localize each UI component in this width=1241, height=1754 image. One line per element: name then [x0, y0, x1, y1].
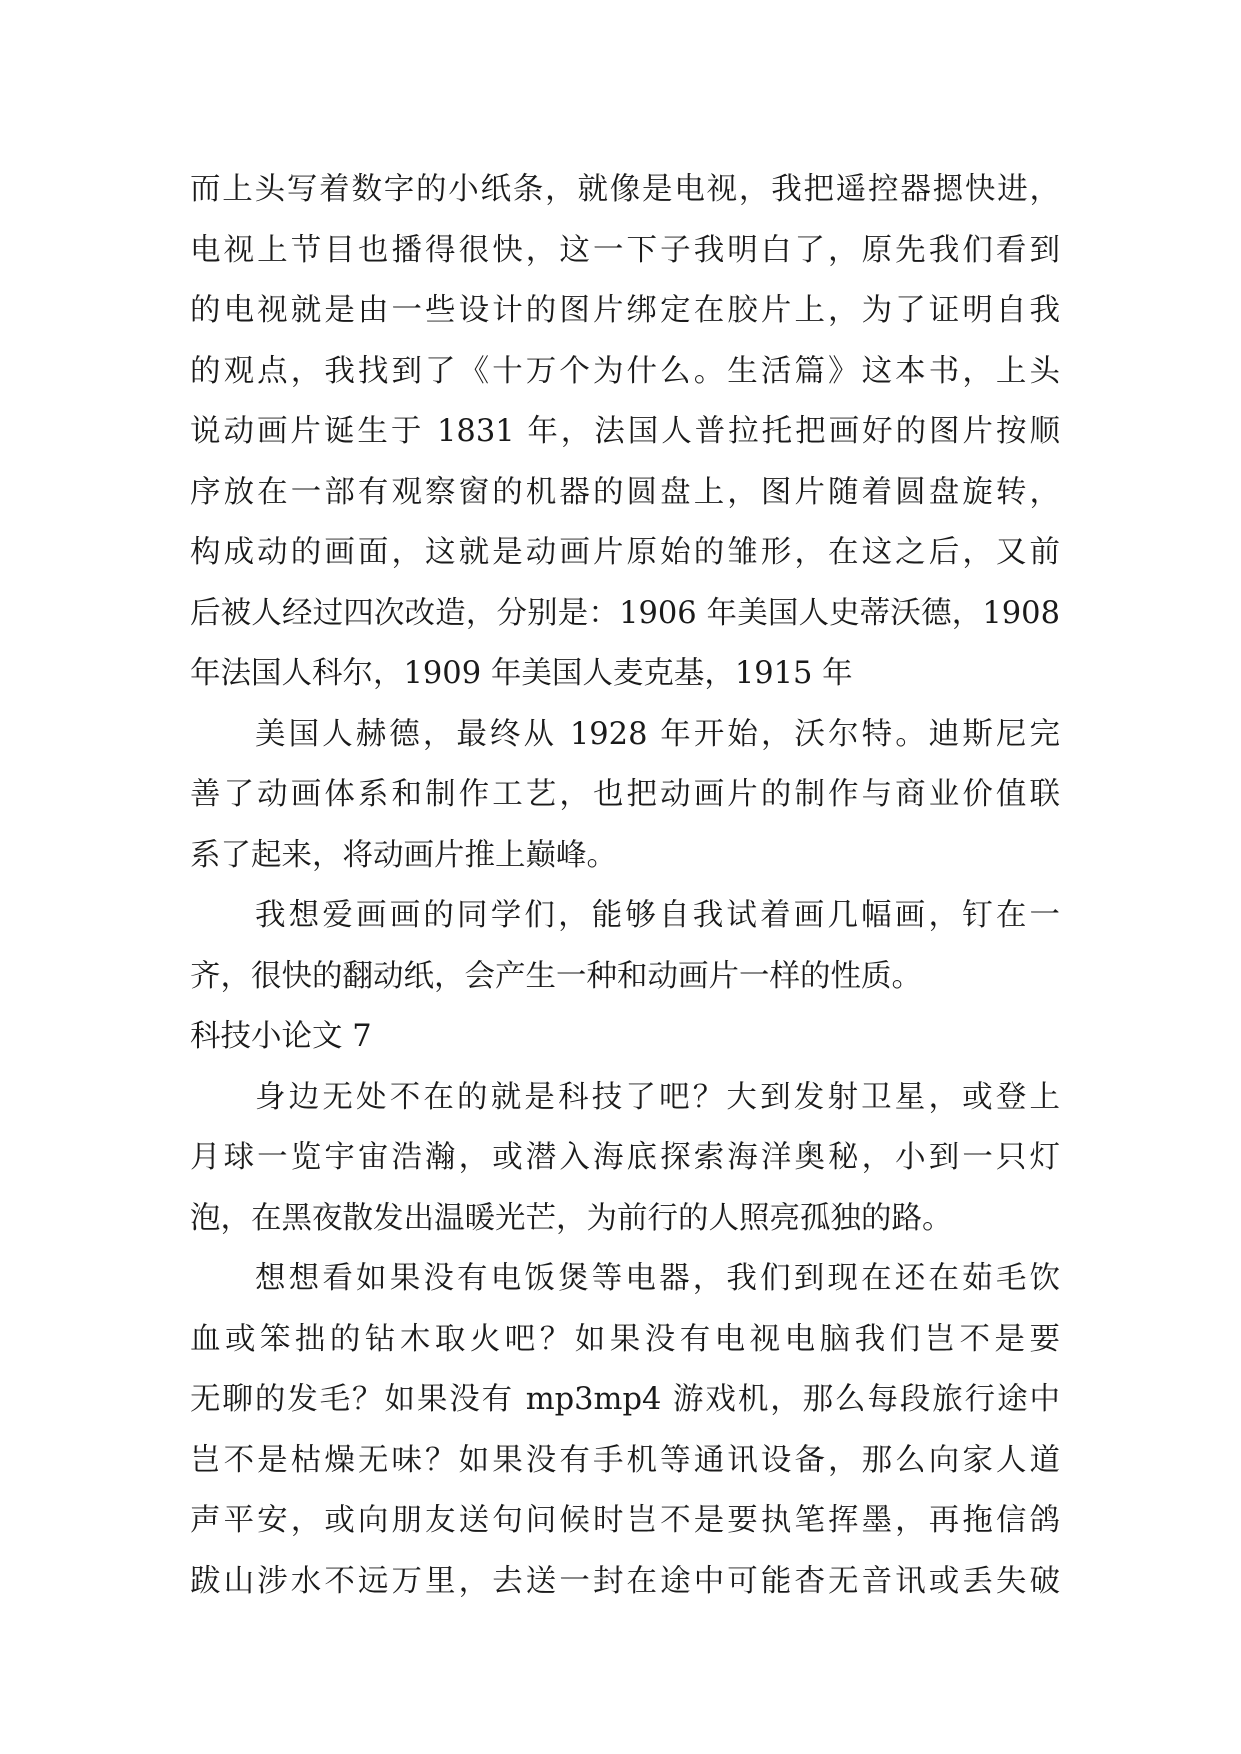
text-line: 岂不是枯燥无味？如果没有手机等通讯设备，那么向家人道 — [190, 1442, 1060, 1478]
paragraph-first-line: 身边无处不在的就是科技了吧？大到发射卫星，或登上 — [255, 1079, 1060, 1115]
text-line: 构成动的画面，这就是动画片原始的雏形，在这之后，又前 — [190, 535, 1060, 570]
text-line: 序放在一部有观察窗的机器的圆盘上，图片随着圆盘旋转， — [190, 474, 1060, 510]
text-line: 后被人经过四次改造，分别是：1906 年美国人史蒂沃德，1908 — [190, 595, 1060, 631]
text-line: 泡，在黑夜散发出温暖光芒，为前行的人照亮孤独的路。 — [190, 1200, 953, 1236]
text-line: 跋山涉水不远万里，去送一封在途中可能杳无音讯或丢失破 — [190, 1563, 1060, 1599]
text-line: 年法国人科尔，1909 年美国人麦克基，1915 年 — [190, 656, 853, 691]
paragraph-first-line: 我想爱画画的同学们，能够自我试着画几幅画，钉在一 — [255, 898, 1060, 933]
text-line: 系了起来，将动画片推上巅峰。 — [190, 837, 617, 873]
text-line: 的电视就是由一些设计的图片绑定在胶片上，为了证明自我 — [190, 293, 1060, 328]
section-heading: 科技小论文 7 — [190, 1019, 372, 1054]
text-line: 而上头写着数字的小纸条，就像是电视，我把遥控器摁快进， — [190, 172, 1060, 207]
text-line: 无聊的发毛？如果没有 mp3mp4 游戏机，那么每段旅行途中 — [190, 1382, 1060, 1417]
paragraph-first-line: 美国人赫德，最终从 1928 年开始，沃尔特。迪斯尼完 — [255, 716, 1060, 752]
text-line: 声平安，或向朋友送句问候时岂不是要执笔挥墨，再拖信鸽 — [190, 1503, 1060, 1538]
text-line: 血或笨拙的钻木取火吧？如果没有电视电脑我们岂不是要 — [190, 1321, 1060, 1357]
text-line: 齐，很快的翻动纸，会产生一种和动画片一样的性质。 — [190, 958, 922, 994]
text-line: 月球一览宇宙浩瀚，或潜入海底探索海洋奥秘，小到一只灯 — [190, 1140, 1060, 1175]
text-line: 电视上节目也播得很快，这一下子我明白了，原先我们看到 — [190, 232, 1060, 268]
text-line: 的观点，我找到了《十万个为什么。生活篇》这本书，上头 — [190, 353, 1060, 389]
paragraph-first-line: 想想看如果没有电饭煲等电器，我们到现在还在茹毛饮 — [255, 1261, 1060, 1296]
body-text — [190, 160, 1060, 1612]
text-line: 说动画片诞生于 1831 年，法国人普拉托把画好的图片按顺 — [190, 414, 1060, 449]
text-line: 善了动画体系和制作工艺，也把动画片的制作与商业价值联 — [190, 777, 1060, 812]
